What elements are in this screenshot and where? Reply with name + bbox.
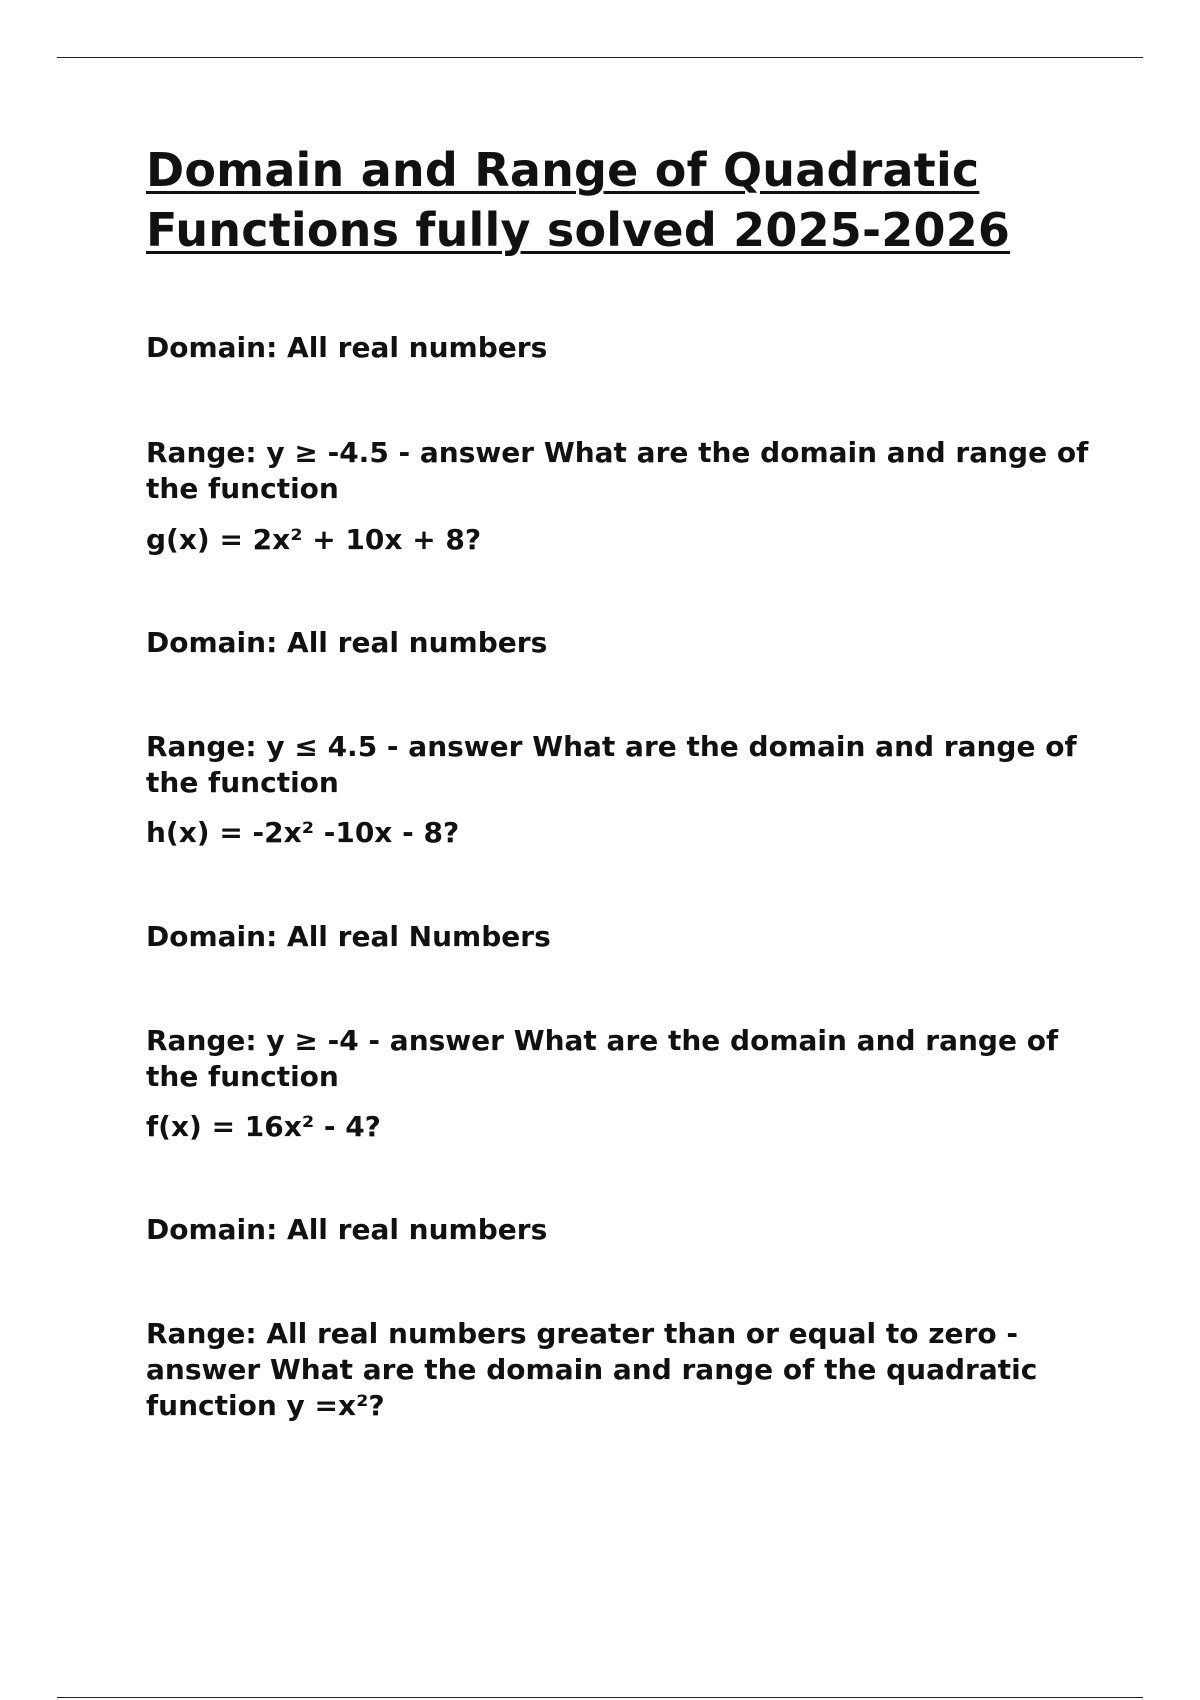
top-divider [57, 57, 1143, 58]
answer-range-question: Range: y ≥ -4 - answer What are the domain and range of the function [146, 1024, 1059, 1093]
document-body [146, 140, 1106, 1422]
answer-domain: Domain: All real Numbers [146, 920, 551, 953]
function-expression: g(x) = 2x² + 10x + 8? [146, 523, 482, 556]
document-title: Domain and Range of Quadratic Functions fully solved 2025-2026 [146, 143, 1011, 257]
answer-domain: Domain: All real numbers [146, 1213, 548, 1246]
answer-range-question: Range: y ≥ -4.5 - answer What are the domain and range of the function [146, 436, 1089, 505]
answer-domain: Domain: All real numbers [146, 331, 548, 364]
answer-range-question: Range: y ≤ 4.5 - answer What are the domain and range of the function [146, 730, 1077, 799]
bottom-divider [57, 1697, 1143, 1698]
function-expression: h(x) = -2x² -10x - 8? [146, 816, 460, 849]
answer-domain: Domain: All real numbers [146, 626, 548, 659]
answer-range-question: Range: All real numbers greater than or equal to zero - answer What are the domain and range of the quadratic function y =x²? [146, 1317, 1038, 1422]
function-expression: f(x) = 16x² - 4? [146, 1110, 381, 1143]
